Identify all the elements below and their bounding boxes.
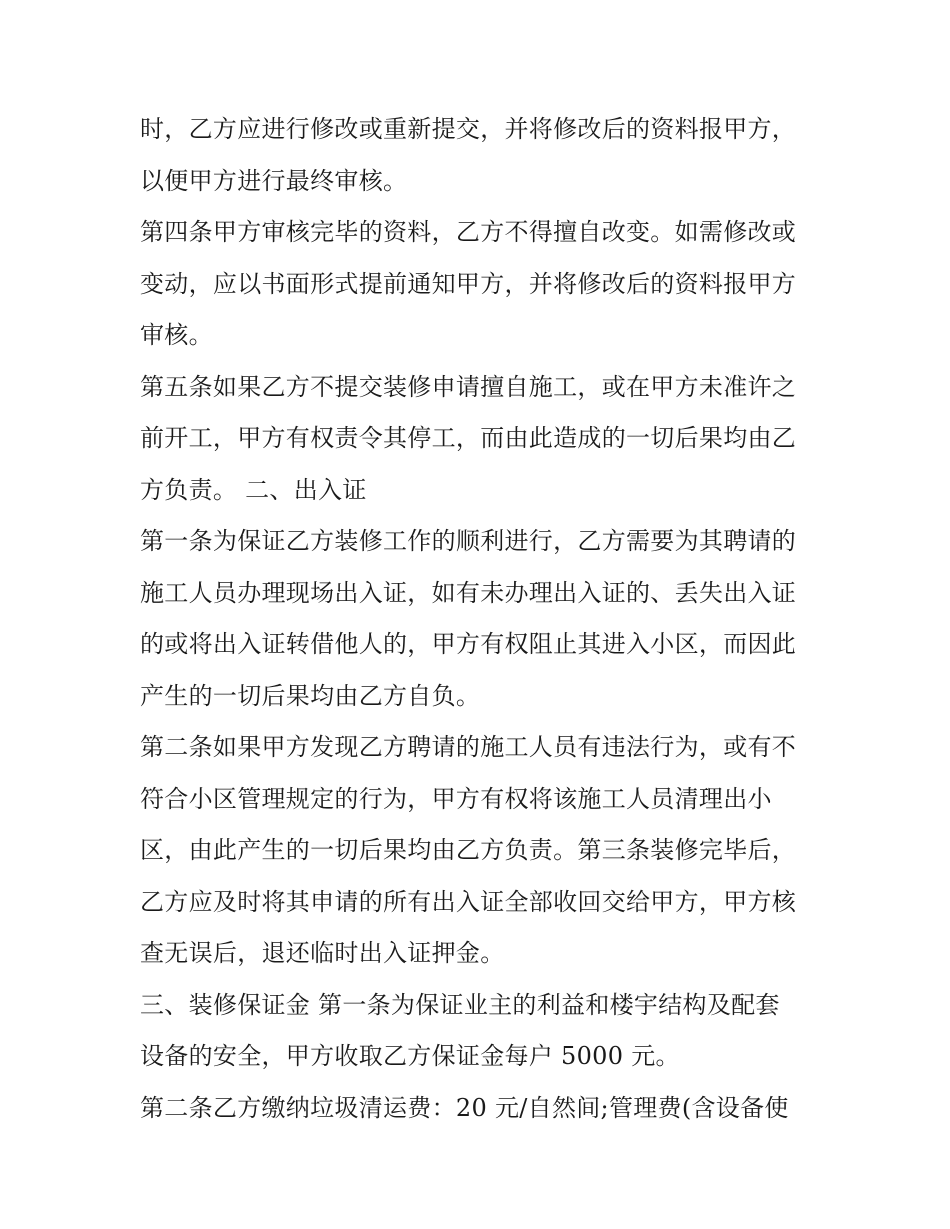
text-line: 时，乙方应进行修改或重新提交，并将修改后的资料报甲方， [140, 115, 797, 143]
text-line: 三、装修保证金 第一条为保证业主的利益和楼宇结构及配套 [140, 990, 780, 1019]
document-body [140, 104, 820, 1134]
text-line: 乙方应及时将其申请的所有出入证全部收回交给甲方，甲方核 [140, 887, 797, 916]
text-line: 施工人员办理现场出入证，如有未办理出入证的、丢失出入证 [140, 578, 797, 607]
text-line: 变动，应以书面形式提前通知甲方，并将修改后的资料报甲方 [140, 269, 797, 298]
text-line: 设备的安全，甲方收取乙方保证金每户 5000 元。 [140, 1042, 680, 1070]
text-line: 第五条如果乙方不提交装修申请擅自施工，或在甲方未准许之 [140, 372, 797, 401]
text-line: 第二条如果甲方发现乙方聘请的施工人员有违法行为，或有不 [140, 733, 797, 761]
text-line: 方负责。 二、出入证 [140, 475, 367, 504]
text-line: 第一条为保证乙方装修工作的顺利进行，乙方需要为其聘请的 [140, 527, 797, 555]
text-line: 查无误后，退还临时出入证押金。 [140, 939, 505, 967]
text-line: 符合小区管理规定的行为，甲方有权将该施工人员清理出小 [140, 784, 772, 813]
text-line: 审核。 [140, 321, 213, 349]
text-line: 产生的一切后果均由乙方自负。 [140, 681, 481, 710]
text-line: 的或将出入证转借他人的，甲方有权阻止其进入小区，而因此 [140, 630, 797, 658]
text-line: 第四条甲方审核完毕的资料，乙方不得擅自改变。如需修改或 [140, 218, 797, 246]
text-line: 以便甲方进行最终审核。 [140, 166, 408, 195]
text-line: 第二条乙方缴纳垃圾清运费：20 元/自然间;管理费(含设备使 [140, 1093, 789, 1122]
text-line: 前开工，甲方有权责令其停工，而由此造成的一切后果均由乙 [140, 424, 797, 452]
text-line: 区，由此产生的一切后果均由乙方负责。第三条装修完毕后， [140, 836, 797, 864]
